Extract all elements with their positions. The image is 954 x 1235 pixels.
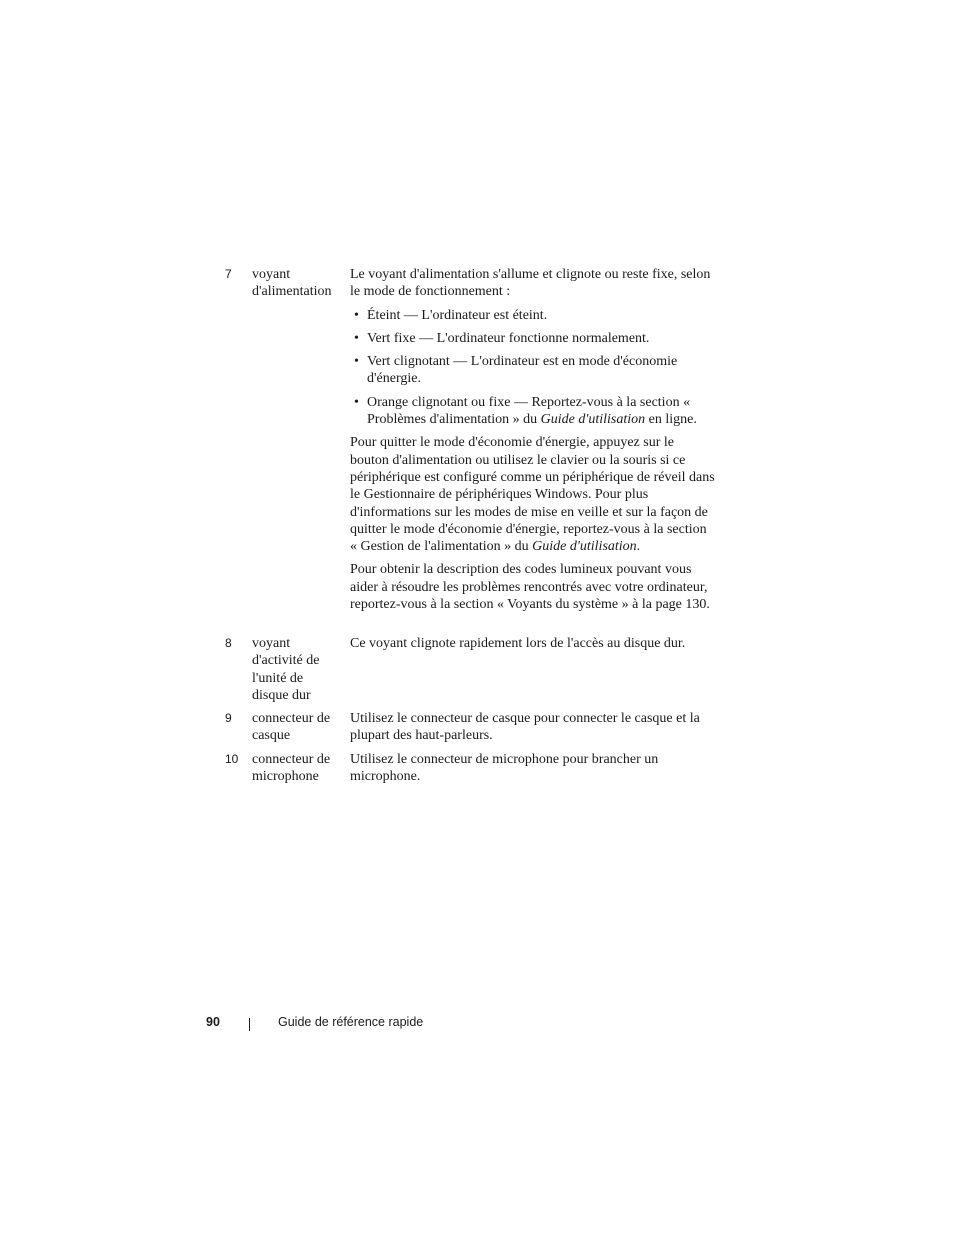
page-footer [0,1015,954,1035]
list-item [350,394,715,429]
status-list [350,307,715,429]
item-label: connecteur de casque [252,711,331,744]
guide-title: Guide d'utilisation [532,539,637,555]
item-label: voyant d'activité de l'unité de disque dur [252,636,320,703]
item-number: 8 [225,636,232,650]
list-item: • Éteint — L'ordinateur est éteint. [350,307,715,324]
footer-divider [249,1018,250,1031]
item-number: 9 [225,711,232,725]
bullet-text-end: en ligne. [645,412,697,428]
page-number: 90 [206,1015,220,1029]
item-description [350,266,715,619]
item-label: connecteur de microphone [252,752,331,785]
list-item: • Vert clignotant — L'ordinateur est en mode d'économie d'énergie. [350,353,715,388]
intro-text: Le voyant d'alimentation s'allume et clignote ou reste fixe, selon le mode de fonctionnement : [350,267,711,300]
footer-title: Guide de référence rapide [278,1015,424,1029]
item-description: Utilisez le connecteur de casque pour connecter le casque et la plupart des haut-parleurs. [350,711,700,744]
paragraph-energy-saving [350,434,715,555]
item-label: voyant d'alimentation [252,267,332,300]
list-item: • Vert fixe — L'ordinateur fonctionne normalement. [350,330,715,347]
paragraph-light-codes: Pour obtenir la description des codes lumineux pouvant vous aider à résoudre les problèmes rencontrés avec votre ordinateur, reportez-vous à la section « Voyants du système » à la page 130. [350,562,710,613]
item-number: 7 [225,267,232,281]
bullet-text: Orange clignotant ou fixe — Reportez-vous à la section « Problèmes d'alimentation » du [367,394,691,428]
item-description: Utilisez le connecteur de microphone pour brancher un microphone. [350,752,659,785]
item-description: Ce voyant clignote rapidement lors de l'accès au disque dur. [350,636,686,651]
paragraph-text-end: . [636,539,641,555]
paragraph-text: Pour quitter le mode d'économie d'énergie, appuyez sur le bouton d'alimentation ou utilisez le clavier ou la souris si ce périphérique est configuré comme un périphérique de réveil dans le Gestionnaire de périphériques Windows. Pour plus d'informations sur les modes de mise en veille et sur la façon de quitter le mode d'économie d'énergie, reportez-vous à la section « Gestion de l'alimentation » du [350,435,715,555]
item-number: 10 [225,752,239,766]
guide-title: Guide d'utilisation [540,412,646,428]
